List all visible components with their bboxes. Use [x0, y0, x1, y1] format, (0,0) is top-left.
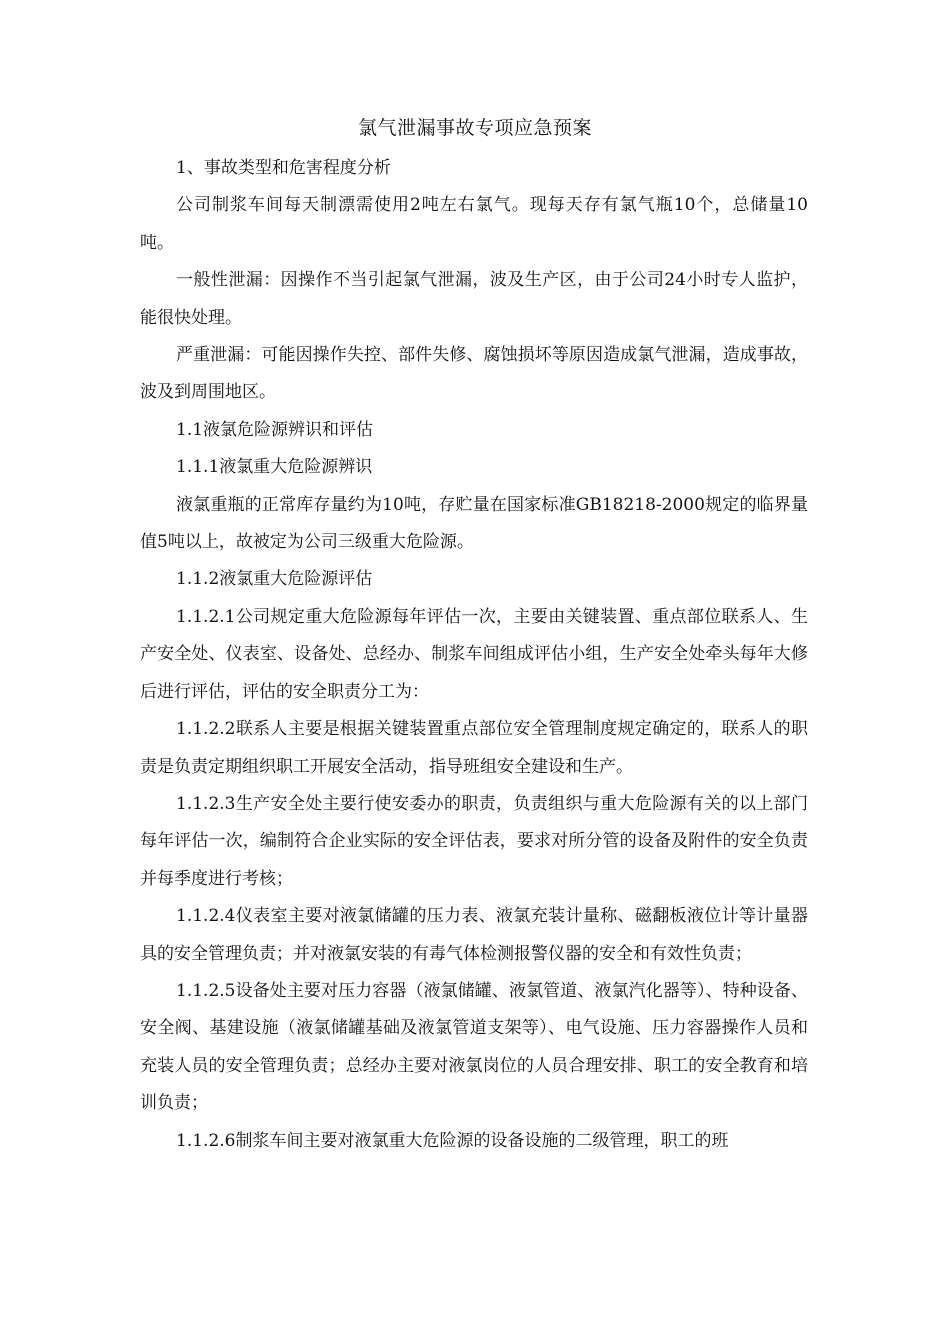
paragraph-1-1-2-5: 1.1.2.5设备处主要对压力容器（液氯储罐、液氯管道、液氯汽化器等）、特种设备、安全阀、基建设施（液氯储罐基础及液氯管道支架等）、电气设施、压力容器操作人员和充装人员的安全管理负责；总经办主要对液氯岗位的人员合理安排、职工的安全教育和培训负责；	[140, 980, 808, 1114]
document-body	[140, 150, 808, 1160]
section-heading-1-1-2: 1.1.2液氯重大危险源评估	[176, 569, 373, 590]
paragraph-1-1-2-2: 1.1.2.2联系人主要是根据关键装置重点部位安全管理制度规定确定的，联系人的职责是负责定期组织职工开展安全活动，指导班组安全建设和生产。	[140, 719, 808, 777]
section-heading-1-1-1: 1.1.1液氯重大危险源辨识	[176, 457, 373, 478]
paragraph-1-1-2-1: 1.1.2.1公司规定重大危险源每年评估一次，主要由关键装置、重点部位联系人、生产安全处、仪表室、设备处、总经办、制浆车间组成评估小组，生产安全处牵头每年大修后进行评估，评估的安全职责分工为：	[140, 606, 808, 702]
paragraph-1-1-2-6: 1.1.2.6制浆车间主要对液氯重大危险源的设备设施的二级管理，职工的班	[176, 1130, 729, 1151]
section-heading-1-1: 1.1液氯危险源辨识和评估	[176, 419, 374, 440]
paragraph-severe-leak: 严重泄漏：可能因操作失控、部件失修、腐蚀损坏等原因造成氯气泄漏，造成事故，波及到周围地区。	[140, 345, 808, 403]
paragraph-minor-leak: 一般性泄漏：因操作不当引起氯气泄漏，波及生产区，由于公司24小时专人监护，能很快处理。	[140, 270, 808, 328]
paragraph-hazard-identification: 液氯重瓶的正常库存量约为10吨，存贮量在国家标准GB18218-2000规定的临界量值5吨以上，故被定为公司三级重大危险源。	[140, 494, 808, 553]
paragraph-1-1-2-4: 1.1.2.4仪表室主要对液氯储罐的压力表、液氯充装计量称、磁翻板液位计等计量器具的安全管理负责；并对液氯安装的有毒气体检测报警仪器的安全和有效性负责；	[140, 906, 808, 964]
paragraph-1-1-2-3: 1.1.2.3生产安全处主要行使安委办的职责，负责组织与重大危险源有关的以上部门每年评估一次，编制符合企业实际的安全评估表，要求对所分管的设备及附件的安全负责并每季度进行考核；	[140, 793, 808, 889]
paragraph-chlorine-usage: 公司制浆车间每天制漂需使用2吨左右氯气。现每天存有氯气瓶10个，总储量10吨。	[140, 195, 808, 253]
document-title: 氯气泄漏事故专项应急预案	[357, 117, 592, 139]
section-heading-1: 1、事故类型和危害程度分析	[176, 158, 391, 178]
